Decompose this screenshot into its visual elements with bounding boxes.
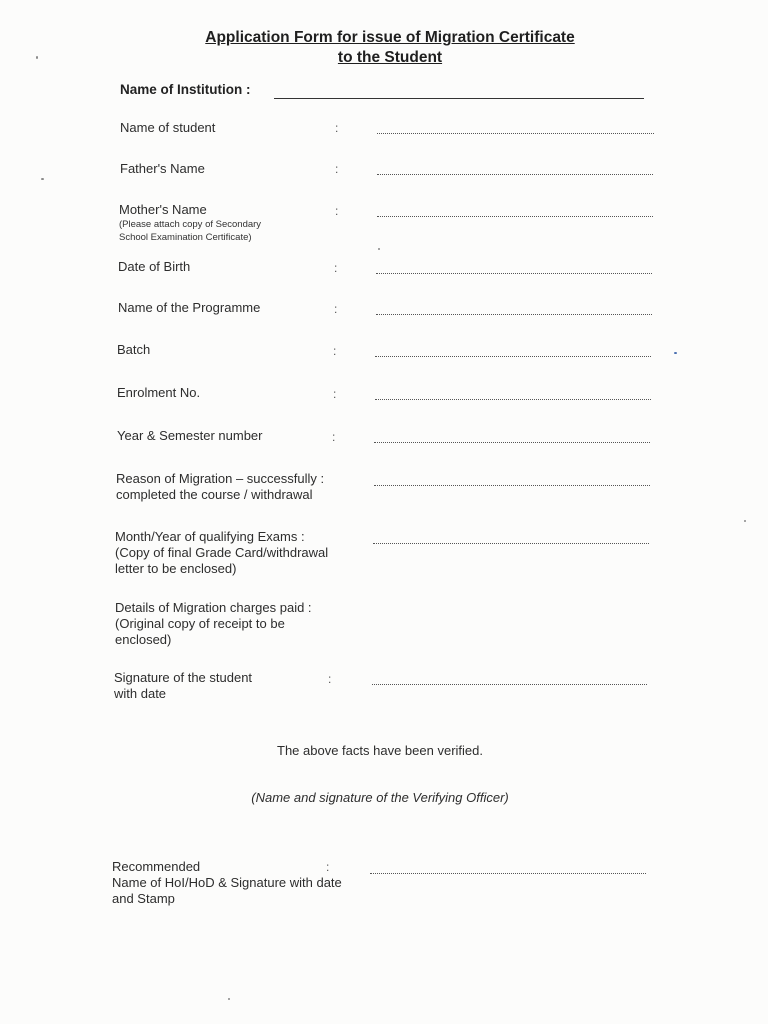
field-entry-recommended[interactable] (370, 873, 646, 874)
field-label-line: letter to be enclosed) (115, 561, 237, 576)
field-colon: : (333, 344, 337, 358)
field-colon: : (335, 121, 339, 135)
field-entry-batch[interactable] (375, 356, 651, 357)
form-title: Application Form for issue of Migration Certificate (205, 29, 575, 46)
field-label-migration-charges (115, 600, 312, 648)
field-label-fathers-name (120, 161, 205, 177)
field-colon: : (333, 387, 337, 401)
field-colon: : (332, 430, 336, 444)
field-colon: : (335, 204, 339, 218)
field-label-mothers-name (119, 202, 261, 244)
field-colon: : (335, 162, 339, 176)
verification-statement: The above facts have been verified. (277, 743, 483, 758)
field-label-student-name (120, 120, 215, 136)
institution-label: Name of Institution : (120, 82, 251, 97)
scan-speck (378, 248, 380, 250)
form-title-continued: to the Student (337, 49, 443, 66)
field-label-line: with date (114, 686, 167, 701)
field-label-reason-of-migration (116, 471, 324, 503)
verifying-officer-caption: (Name and signature of the Verifying Officer) (251, 790, 509, 805)
field-label-line: Year & Semester number (117, 428, 263, 443)
field-entry-year-semester[interactable] (374, 442, 650, 443)
field-entry-reason-of-migration[interactable] (374, 485, 650, 486)
field-label-line: Batch (117, 342, 151, 357)
field-entry-student-signature[interactable] (372, 684, 647, 685)
field-entry-mothers-name[interactable] (377, 216, 653, 217)
field-label-line: Details of Migration charges paid : (115, 600, 312, 615)
field-colon: : (328, 672, 332, 686)
field-entry-date-of-birth[interactable] (376, 273, 652, 274)
field-colon: : (334, 302, 338, 316)
field-label-line: Recommended (112, 859, 201, 874)
field-label-line: Father's Name (120, 161, 205, 176)
field-colon: : (334, 261, 338, 275)
field-label-line: Enrolment No. (117, 385, 201, 400)
field-label-line: (Original copy of receipt to be (115, 616, 285, 631)
field-label-line: Month/Year of qualifying Exams : (115, 529, 305, 544)
scan-speck (36, 56, 38, 59)
field-label-line: Date of Birth (118, 259, 191, 274)
field-label-line: Name of student (120, 120, 216, 135)
field-note-line: (Please attach copy of Secondary (119, 219, 262, 230)
field-label-line: Mother's Name (119, 202, 207, 217)
scan-speck (41, 178, 44, 180)
field-label-enrolment-no (117, 385, 200, 401)
field-entry-fathers-name[interactable] (377, 174, 653, 175)
field-label-batch (117, 342, 150, 358)
field-label-line: enclosed) (115, 632, 172, 647)
scan-speck (744, 520, 746, 522)
institution-entry-line[interactable] (274, 98, 644, 99)
field-entry-enrolment-no[interactable] (375, 399, 651, 400)
field-label-date-of-birth (118, 259, 190, 275)
field-note-line: School Examination Certificate) (119, 232, 252, 243)
field-label-line: Signature of the student (114, 670, 253, 685)
field-label-recommended (112, 859, 342, 907)
scan-speck (228, 998, 230, 1000)
field-label-line: Name of the Programme (118, 300, 261, 315)
field-entry-qualifying-exams[interactable] (373, 543, 649, 544)
field-label-line: Reason of Migration – successfully : (116, 471, 325, 486)
field-label-line: and Stamp (112, 891, 175, 906)
field-entry-student-name[interactable] (377, 133, 654, 134)
field-entry-programme[interactable] (376, 314, 652, 315)
field-label-qualifying-exams (115, 529, 328, 577)
field-label-student-signature (114, 670, 252, 702)
scan-speck (674, 352, 677, 354)
field-colon: : (326, 860, 330, 874)
field-label-line: Name of HoI/HoD & Signature with date (112, 875, 342, 890)
field-label-year-semester (117, 428, 262, 444)
field-label-programme (118, 300, 260, 316)
field-label-line: completed the course / withdrawal (116, 487, 313, 502)
field-label-line: (Copy of final Grade Card/withdrawal (115, 545, 329, 560)
